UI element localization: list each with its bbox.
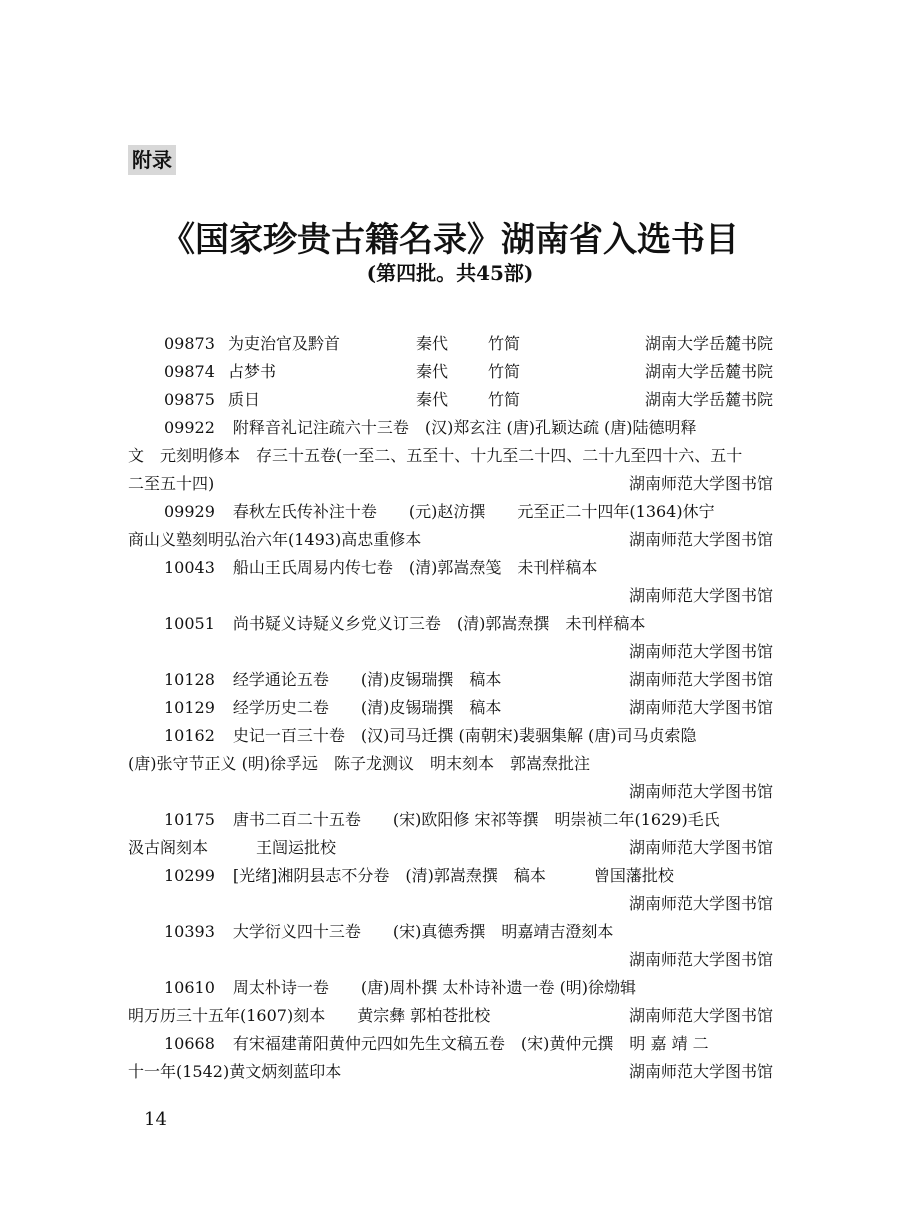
entry-title: 为吏治官及黔首 <box>228 334 341 353</box>
entry-library: 湖南师范大学图书馆 <box>628 782 773 801</box>
catalog-entry <box>128 806 773 862</box>
entry-line <box>128 442 773 470</box>
entry-line <box>128 834 773 862</box>
entry-line <box>128 330 773 358</box>
entry-text: 春秋左氏传补注十卷 (元)赵汸撰 元至正二十四年(1364)休宁 <box>232 502 715 521</box>
catalog-entry <box>128 694 773 722</box>
entry-line <box>128 778 773 806</box>
catalog-entry <box>128 358 773 386</box>
entry-text: 经学通论五卷 (清)皮锡瑞撰 稿本 <box>232 670 502 689</box>
entry-text: 经学历史二卷 (清)皮锡瑞撰 稿本 <box>232 698 502 717</box>
entry-medium: 竹简 <box>488 334 521 353</box>
entry-library: 湖南大学岳麓书院 <box>644 390 773 409</box>
catalog-entry <box>128 610 773 666</box>
entry-id: 10128 <box>164 670 215 689</box>
entry-library: 湖南师范大学图书馆 <box>628 950 773 969</box>
entry-text: 商山义塾刻明弘治六年(1493)高忠重修本 <box>128 530 422 549</box>
entry-library: 湖南师范大学图书馆 <box>628 586 773 605</box>
entry-medium: 竹简 <box>488 390 521 409</box>
entry-library: 湖南师范大学图书馆 <box>628 838 773 857</box>
entry-library: 湖南师范大学图书馆 <box>628 474 773 493</box>
entry-id: 10043 <box>164 558 215 577</box>
entry-line <box>128 946 773 974</box>
entry-line <box>128 610 773 638</box>
entry-id: 10668 <box>164 1034 215 1053</box>
entry-text: 周太朴诗一卷 (唐)周朴撰 太朴诗补遗一卷 (明)徐𤊹辑 <box>232 978 637 997</box>
entry-line <box>128 358 773 386</box>
entry-id: 10162 <box>164 726 215 745</box>
entry-text: 明万历三十五年(1607)刻本 黄宗彝 郭柏苍批校 <box>128 1006 491 1025</box>
entry-line <box>128 974 773 1002</box>
catalog-entry <box>128 386 773 414</box>
catalog-entry <box>128 918 773 974</box>
section-tag: 附录 <box>128 145 176 175</box>
entry-line <box>128 1002 773 1030</box>
entry-era: 秦代 <box>416 390 449 409</box>
entry-library: 湖南师范大学图书馆 <box>628 530 773 549</box>
entry-line <box>128 750 773 778</box>
entry-line <box>128 638 773 666</box>
entry-id: 09873 <box>164 334 215 353</box>
entry-title: 占梦书 <box>228 362 277 381</box>
catalog-entry <box>128 330 773 358</box>
page-number: 14 <box>144 1109 167 1130</box>
entry-text: [光绪]湘阴县志不分卷 (清)郭嵩焘撰 稿本 曾国藩批校 <box>232 866 674 885</box>
catalog-entry <box>128 722 773 806</box>
entry-line <box>128 526 773 554</box>
entry-line <box>128 1058 773 1086</box>
entry-line <box>128 694 773 722</box>
catalog-entry <box>128 666 773 694</box>
entry-line <box>128 498 773 526</box>
entry-id: 09874 <box>164 362 215 381</box>
entry-line <box>128 1030 773 1058</box>
entry-text: 有宋福建莆阳黄仲元四如先生文稿五卷 (宋)黄仲元撰 明 嘉 靖 二 <box>232 1034 709 1053</box>
entry-line <box>128 890 773 918</box>
entry-id: 10175 <box>164 810 215 829</box>
entry-library: 湖南师范大学图书馆 <box>628 1062 773 1081</box>
catalog-entry <box>128 498 773 554</box>
entry-text: 船山王氏周易内传七卷 (清)郭嵩焘笺 未刊样稿本 <box>232 558 598 577</box>
entry-library: 湖南师范大学图书馆 <box>628 670 773 689</box>
entry-text: 文 元刻明修本 存三十五卷(一至二、五至十、十九至二十四、二十九至四十六、五十 <box>128 446 743 465</box>
entry-id: 10610 <box>164 978 215 997</box>
entry-id: 10299 <box>164 866 215 885</box>
entry-id: 10129 <box>164 698 215 717</box>
catalog-entry <box>128 554 773 610</box>
catalog-entry <box>128 974 773 1030</box>
entry-line <box>128 582 773 610</box>
entry-era: 秦代 <box>416 362 449 381</box>
entry-text: 汲古阁刻本 王闿运批校 <box>128 838 337 857</box>
entry-line <box>128 918 773 946</box>
entry-text: 尚书疑义诗疑义乡党义订三卷 (清)郭嵩焘撰 未刊样稿本 <box>232 614 646 633</box>
catalog-entry <box>128 414 773 498</box>
entry-id: 09875 <box>164 390 215 409</box>
entry-line <box>128 862 773 890</box>
entry-text: 十一年(1542)黄文炳刻蓝印本 <box>128 1062 342 1081</box>
entry-id: 09929 <box>164 502 215 521</box>
catalog-list <box>128 330 773 1086</box>
entry-line <box>128 722 773 750</box>
entry-id: 09922 <box>164 418 215 437</box>
entry-title: 质日 <box>228 390 261 409</box>
entry-id: 10393 <box>164 922 215 941</box>
entry-text: 史记一百三十卷 (汉)司马迁撰 (南朝宋)裴骃集解 (唐)司马贞索隐 <box>232 726 697 745</box>
entry-line <box>128 806 773 834</box>
page-subtitle: (第四批。共45部) <box>366 261 534 285</box>
entry-line <box>128 414 773 442</box>
entry-library: 湖南大学岳麓书院 <box>644 334 773 353</box>
entry-library: 湖南师范大学图书馆 <box>628 1006 773 1025</box>
entry-line <box>128 470 773 498</box>
entry-era: 秦代 <box>416 334 449 353</box>
entry-library: 湖南大学岳麓书院 <box>644 362 773 381</box>
entry-text: 唐书二百二十五卷 (宋)欧阳修 宋祁等撰 明崇祯二年(1629)毛氏 <box>232 810 720 829</box>
entry-text: 附释音礼记注疏六十三卷 (汉)郑玄注 (唐)孔颖达疏 (唐)陆德明释 <box>232 418 697 437</box>
entry-library: 湖南师范大学图书馆 <box>628 894 773 913</box>
entry-line <box>128 554 773 582</box>
entry-text: 大学衍义四十三卷 (宋)真德秀撰 明嘉靖吉澄刻本 <box>232 922 614 941</box>
entry-library: 湖南师范大学图书馆 <box>628 642 773 661</box>
entry-text: 二至五十四) <box>128 474 215 493</box>
entry-line <box>128 666 773 694</box>
entry-id: 10051 <box>164 614 215 633</box>
entry-medium: 竹简 <box>488 362 521 381</box>
entry-library: 湖南师范大学图书馆 <box>628 698 773 717</box>
page-title: 《国家珍贵古籍名录》湖南省入选书目 <box>161 220 739 260</box>
catalog-entry <box>128 862 773 918</box>
catalog-entry <box>128 1030 773 1086</box>
entry-text: (唐)张守节正义 (明)徐孚远 陈子龙测议 明末刻本 郭嵩焘批注 <box>128 754 591 773</box>
entry-line <box>128 386 773 414</box>
